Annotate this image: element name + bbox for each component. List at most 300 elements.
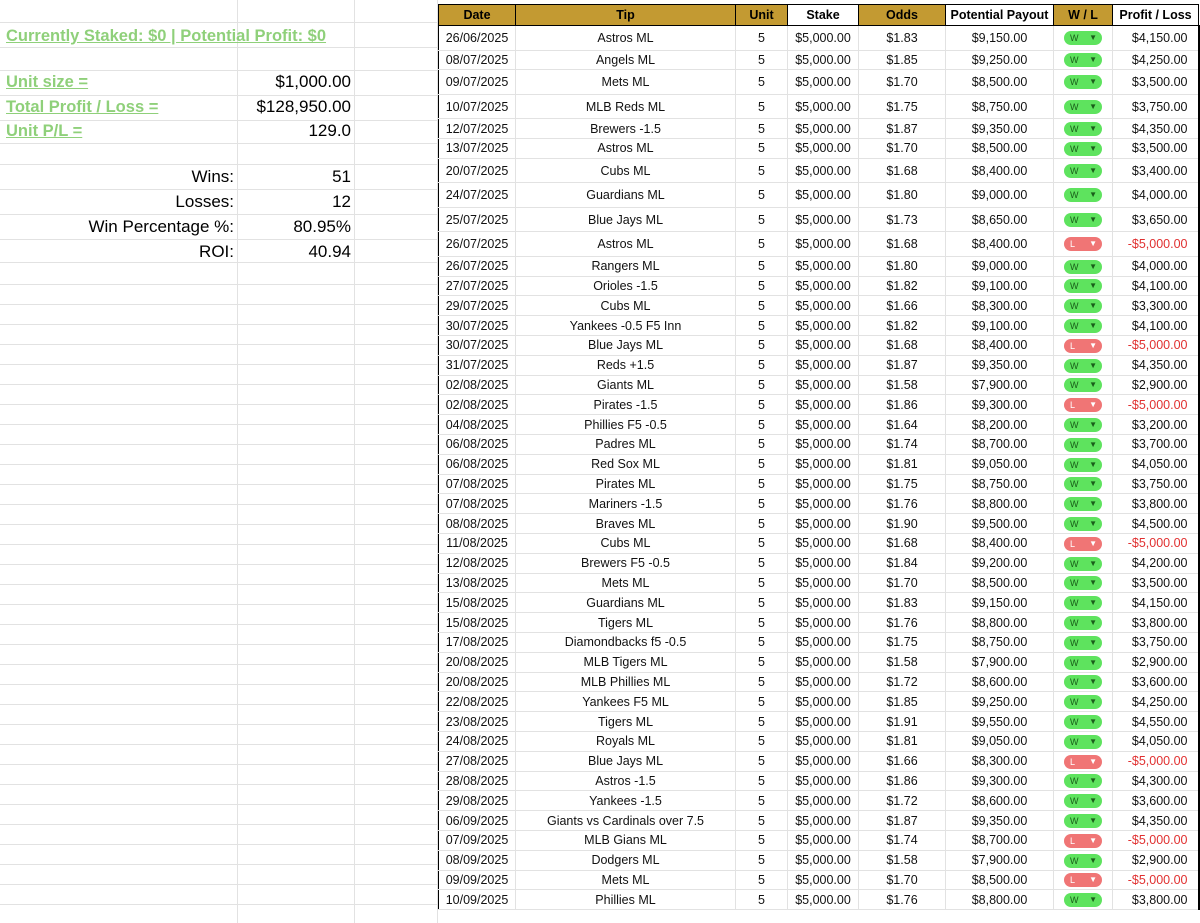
cell-stake[interactable]: $5,000.00 [788, 613, 859, 633]
cell-odds[interactable]: $1.87 [859, 119, 946, 139]
cell-tip[interactable]: Mets ML [516, 870, 736, 890]
cell-profit-loss[interactable]: $3,800.00 [1113, 494, 1199, 514]
result-dropdown-chip[interactable] [1064, 873, 1102, 887]
cell-date[interactable]: 07/08/2025 [439, 474, 516, 494]
cell-profit-loss[interactable]: $3,200.00 [1113, 415, 1199, 435]
result-dropdown-chip[interactable] [1064, 398, 1102, 412]
cell-payout[interactable]: $9,300.00 [946, 771, 1054, 791]
cell-odds[interactable]: $1.58 [859, 652, 946, 672]
cell-payout[interactable]: $8,300.00 [946, 296, 1054, 316]
cell-odds[interactable]: $1.82 [859, 276, 946, 296]
cell-date[interactable]: 27/07/2025 [439, 276, 516, 296]
cell-odds[interactable]: $1.85 [859, 50, 946, 70]
cell-date[interactable]: 13/07/2025 [439, 139, 516, 159]
cell-stake[interactable]: $5,000.00 [788, 811, 859, 831]
cell-odds[interactable]: $1.87 [859, 355, 946, 375]
cell-odds[interactable]: $1.74 [859, 435, 946, 455]
cell-profit-loss[interactable]: $4,050.00 [1113, 454, 1199, 474]
cell-stake[interactable]: $5,000.00 [788, 494, 859, 514]
cell-profit-loss[interactable]: $3,750.00 [1113, 633, 1199, 653]
cell-tip[interactable]: Astros -1.5 [516, 771, 736, 791]
cell-odds[interactable]: $1.73 [859, 207, 946, 232]
cell-odds[interactable]: $1.70 [859, 139, 946, 159]
cell-date[interactable]: 26/07/2025 [439, 232, 516, 257]
cell-unit[interactable]: 5 [736, 454, 788, 474]
cell-tip[interactable]: Angels ML [516, 50, 736, 70]
result-dropdown-chip[interactable] [1064, 794, 1102, 808]
cell-date[interactable]: 06/08/2025 [439, 454, 516, 474]
cell-payout[interactable]: $9,100.00 [946, 316, 1054, 336]
cell-stake[interactable]: $5,000.00 [788, 183, 859, 208]
unit-pl-value[interactable]: 129.0 [308, 121, 351, 140]
cell-tip[interactable]: Cubs ML [516, 158, 736, 183]
cell-date[interactable]: 07/09/2025 [439, 831, 516, 851]
cell-tip[interactable]: Red Sox ML [516, 454, 736, 474]
result-dropdown-chip[interactable] [1064, 213, 1102, 227]
cell-profit-loss[interactable]: $3,600.00 [1113, 672, 1199, 692]
cell-unit[interactable]: 5 [736, 256, 788, 276]
result-dropdown-chip[interactable] [1064, 339, 1102, 353]
cell-date[interactable]: 13/08/2025 [439, 573, 516, 593]
cell-odds[interactable]: $1.75 [859, 474, 946, 494]
cell-win-loss[interactable] [1054, 70, 1113, 95]
result-dropdown-chip[interactable] [1064, 188, 1102, 202]
result-dropdown-chip[interactable] [1064, 75, 1102, 89]
header-odds[interactable]: Odds [859, 5, 946, 26]
cell-odds[interactable]: $1.72 [859, 791, 946, 811]
cell-date[interactable]: 17/08/2025 [439, 633, 516, 653]
unit-size-label[interactable]: Unit size = [6, 73, 89, 91]
header-tip[interactable]: Tip [516, 5, 736, 26]
cell-unit[interactable]: 5 [736, 336, 788, 356]
cell-odds[interactable]: $1.74 [859, 831, 946, 851]
header-stake[interactable]: Stake [788, 5, 859, 26]
cell-tip[interactable]: Yankees -0.5 F5 Inn [516, 316, 736, 336]
cell-odds[interactable]: $1.70 [859, 70, 946, 95]
cell-tip[interactable]: MLB Reds ML [516, 94, 736, 119]
cell-payout[interactable]: $8,800.00 [946, 890, 1054, 910]
result-dropdown-chip[interactable] [1064, 755, 1102, 769]
cell-stake[interactable]: $5,000.00 [788, 751, 859, 771]
cell-payout[interactable]: $9,050.00 [946, 732, 1054, 752]
cell-odds[interactable]: $1.76 [859, 890, 946, 910]
result-dropdown-chip[interactable] [1064, 834, 1102, 848]
cell-stake[interactable]: $5,000.00 [788, 534, 859, 554]
cell-date[interactable]: 20/08/2025 [439, 652, 516, 672]
cell-profit-loss[interactable]: $4,350.00 [1113, 355, 1199, 375]
cell-payout[interactable]: $8,800.00 [946, 613, 1054, 633]
cell-profit-loss[interactable]: $3,750.00 [1113, 94, 1199, 119]
cell-stake[interactable]: $5,000.00 [788, 692, 859, 712]
cell-stake[interactable]: $5,000.00 [788, 26, 859, 51]
cell-win-loss[interactable] [1054, 316, 1113, 336]
cell-date[interactable]: 02/08/2025 [439, 395, 516, 415]
cell-payout[interactable]: $8,800.00 [946, 494, 1054, 514]
cell-date[interactable]: 29/08/2025 [439, 791, 516, 811]
cell-unit[interactable]: 5 [736, 232, 788, 257]
cell-payout[interactable]: $9,000.00 [946, 256, 1054, 276]
cell-date[interactable]: 20/08/2025 [439, 672, 516, 692]
cell-odds[interactable]: $1.68 [859, 534, 946, 554]
cell-profit-loss[interactable]: $4,250.00 [1113, 50, 1199, 70]
cell-unit[interactable]: 5 [736, 692, 788, 712]
cell-odds[interactable]: $1.90 [859, 514, 946, 534]
cell-unit[interactable]: 5 [736, 26, 788, 51]
cell-win-loss[interactable] [1054, 553, 1113, 573]
cell-date[interactable]: 12/07/2025 [439, 119, 516, 139]
result-dropdown-chip[interactable] [1064, 53, 1102, 67]
cell-win-loss[interactable] [1054, 207, 1113, 232]
cell-tip[interactable]: Astros ML [516, 232, 736, 257]
cell-date[interactable]: 06/08/2025 [439, 435, 516, 455]
cell-stake[interactable]: $5,000.00 [788, 890, 859, 910]
result-dropdown-chip[interactable] [1064, 596, 1102, 610]
cell-win-loss[interactable] [1054, 534, 1113, 554]
cell-date[interactable]: 09/07/2025 [439, 70, 516, 95]
cell-unit[interactable]: 5 [736, 850, 788, 870]
cell-profit-loss[interactable]: $2,900.00 [1113, 850, 1199, 870]
cell-profit-loss[interactable]: $4,300.00 [1113, 771, 1199, 791]
cell-profit-loss[interactable]: -$5,000.00 [1113, 831, 1199, 851]
cell-tip[interactable]: Blue Jays ML [516, 207, 736, 232]
cell-win-loss[interactable] [1054, 256, 1113, 276]
cell-stake[interactable]: $5,000.00 [788, 672, 859, 692]
cell-tip[interactable]: Phillies F5 -0.5 [516, 415, 736, 435]
result-dropdown-chip[interactable] [1064, 774, 1102, 788]
cell-win-loss[interactable] [1054, 732, 1113, 752]
cell-win-loss[interactable] [1054, 811, 1113, 831]
cell-unit[interactable]: 5 [736, 613, 788, 633]
cell-payout[interactable]: $9,000.00 [946, 183, 1054, 208]
result-dropdown-chip[interactable] [1064, 237, 1102, 251]
cell-tip[interactable]: Tigers ML [516, 613, 736, 633]
result-dropdown-chip[interactable] [1064, 299, 1102, 313]
cell-profit-loss[interactable]: $3,750.00 [1113, 474, 1199, 494]
win-percentage-value[interactable]: 80.95% [293, 217, 351, 236]
cell-payout[interactable]: $7,900.00 [946, 850, 1054, 870]
cell-stake[interactable]: $5,000.00 [788, 336, 859, 356]
cell-odds[interactable]: $1.82 [859, 316, 946, 336]
cell-payout[interactable]: $9,200.00 [946, 553, 1054, 573]
cell-profit-loss[interactable]: $4,000.00 [1113, 256, 1199, 276]
cell-profit-loss[interactable]: $4,150.00 [1113, 26, 1199, 51]
cell-payout[interactable]: $8,700.00 [946, 435, 1054, 455]
cell-odds[interactable]: $1.83 [859, 593, 946, 613]
cell-date[interactable]: 25/07/2025 [439, 207, 516, 232]
cell-payout[interactable]: $8,400.00 [946, 534, 1054, 554]
result-dropdown-chip[interactable] [1064, 616, 1102, 630]
cell-payout[interactable]: $9,250.00 [946, 692, 1054, 712]
cell-unit[interactable]: 5 [736, 316, 788, 336]
cell-unit[interactable]: 5 [736, 870, 788, 890]
total-pl-label[interactable]: Total Profit / Loss = [6, 98, 159, 116]
cell-profit-loss[interactable]: $3,650.00 [1113, 207, 1199, 232]
cell-stake[interactable]: $5,000.00 [788, 94, 859, 119]
result-dropdown-chip[interactable] [1064, 656, 1102, 670]
wins-value[interactable]: 51 [332, 167, 351, 186]
cell-win-loss[interactable] [1054, 890, 1113, 910]
cell-date[interactable]: 26/06/2025 [439, 26, 516, 51]
cell-unit[interactable]: 5 [736, 732, 788, 752]
result-dropdown-chip[interactable] [1064, 477, 1102, 491]
cell-payout[interactable]: $7,900.00 [946, 375, 1054, 395]
cell-tip[interactable]: MLB Gians ML [516, 831, 736, 851]
cell-win-loss[interactable] [1054, 336, 1113, 356]
cell-payout[interactable]: $8,500.00 [946, 70, 1054, 95]
cell-unit[interactable]: 5 [736, 890, 788, 910]
unit-pl-label[interactable]: Unit P/L = [6, 122, 83, 140]
cell-tip[interactable]: Braves ML [516, 514, 736, 534]
cell-profit-loss[interactable]: $4,150.00 [1113, 593, 1199, 613]
cell-win-loss[interactable] [1054, 276, 1113, 296]
cell-tip[interactable]: Reds +1.5 [516, 355, 736, 375]
cell-stake[interactable]: $5,000.00 [788, 633, 859, 653]
cell-profit-loss[interactable]: $3,500.00 [1113, 573, 1199, 593]
cell-date[interactable]: 15/08/2025 [439, 613, 516, 633]
result-dropdown-chip[interactable] [1064, 279, 1102, 293]
cell-profit-loss[interactable]: $3,800.00 [1113, 613, 1199, 633]
cell-profit-loss[interactable]: -$5,000.00 [1113, 534, 1199, 554]
cell-payout[interactable]: $9,350.00 [946, 355, 1054, 375]
cell-unit[interactable]: 5 [736, 50, 788, 70]
cell-stake[interactable]: $5,000.00 [788, 232, 859, 257]
result-dropdown-chip[interactable] [1064, 319, 1102, 333]
cell-unit[interactable]: 5 [736, 534, 788, 554]
result-dropdown-chip[interactable] [1064, 260, 1102, 274]
cell-tip[interactable]: Brewers -1.5 [516, 119, 736, 139]
cell-win-loss[interactable] [1054, 712, 1113, 732]
cell-profit-loss[interactable]: -$5,000.00 [1113, 232, 1199, 257]
header-profit-loss[interactable]: Profit / Loss [1113, 5, 1199, 26]
cell-payout[interactable]: $9,350.00 [946, 811, 1054, 831]
cell-profit-loss[interactable]: $3,400.00 [1113, 158, 1199, 183]
cell-date[interactable]: 15/08/2025 [439, 593, 516, 613]
cell-stake[interactable]: $5,000.00 [788, 850, 859, 870]
cell-payout[interactable]: $8,600.00 [946, 791, 1054, 811]
cell-odds[interactable]: $1.75 [859, 633, 946, 653]
cell-tip[interactable]: Pirates ML [516, 474, 736, 494]
cell-unit[interactable]: 5 [736, 375, 788, 395]
cell-win-loss[interactable] [1054, 850, 1113, 870]
cell-odds[interactable]: $1.66 [859, 296, 946, 316]
cell-odds[interactable]: $1.70 [859, 573, 946, 593]
currently-staked-link[interactable]: Currently Staked: $0 | Potential Profit: $0 [6, 27, 327, 45]
cell-payout[interactable]: $9,500.00 [946, 514, 1054, 534]
cell-win-loss[interactable] [1054, 613, 1113, 633]
cell-unit[interactable]: 5 [736, 593, 788, 613]
cell-profit-loss[interactable]: $3,500.00 [1113, 70, 1199, 95]
cell-tip[interactable]: Mets ML [516, 573, 736, 593]
cell-tip[interactable]: Cubs ML [516, 534, 736, 554]
cell-date[interactable]: 11/08/2025 [439, 534, 516, 554]
cell-odds[interactable]: $1.91 [859, 712, 946, 732]
cell-tip[interactable]: Mariners -1.5 [516, 494, 736, 514]
cell-unit[interactable]: 5 [736, 751, 788, 771]
cell-tip[interactable]: MLB Phillies ML [516, 672, 736, 692]
result-dropdown-chip[interactable] [1064, 418, 1102, 432]
cell-stake[interactable]: $5,000.00 [788, 435, 859, 455]
cell-payout[interactable]: $8,700.00 [946, 831, 1054, 851]
cell-stake[interactable]: $5,000.00 [788, 553, 859, 573]
cell-payout[interactable]: $9,100.00 [946, 276, 1054, 296]
cell-stake[interactable]: $5,000.00 [788, 771, 859, 791]
cell-stake[interactable]: $5,000.00 [788, 355, 859, 375]
cell-unit[interactable]: 5 [736, 771, 788, 791]
cell-unit[interactable]: 5 [736, 791, 788, 811]
cell-profit-loss[interactable]: $4,500.00 [1113, 514, 1199, 534]
cell-odds[interactable]: $1.86 [859, 395, 946, 415]
cell-unit[interactable]: 5 [736, 831, 788, 851]
cell-stake[interactable]: $5,000.00 [788, 395, 859, 415]
cell-tip[interactable]: Dodgers ML [516, 850, 736, 870]
cell-stake[interactable]: $5,000.00 [788, 791, 859, 811]
cell-stake[interactable]: $5,000.00 [788, 256, 859, 276]
cell-win-loss[interactable] [1054, 296, 1113, 316]
result-dropdown-chip[interactable] [1064, 854, 1102, 868]
cell-odds[interactable]: $1.76 [859, 613, 946, 633]
cell-tip[interactable]: Phillies ML [516, 890, 736, 910]
cell-tip[interactable]: Cubs ML [516, 296, 736, 316]
result-dropdown-chip[interactable] [1064, 497, 1102, 511]
cell-tip[interactable]: Blue Jays ML [516, 336, 736, 356]
cell-win-loss[interactable] [1054, 593, 1113, 613]
result-dropdown-chip[interactable] [1064, 576, 1102, 590]
cell-tip[interactable]: Royals ML [516, 732, 736, 752]
cell-win-loss[interactable] [1054, 435, 1113, 455]
cell-payout[interactable]: $9,150.00 [946, 593, 1054, 613]
cell-stake[interactable]: $5,000.00 [788, 514, 859, 534]
cell-tip[interactable]: Rangers ML [516, 256, 736, 276]
cell-profit-loss[interactable]: $3,300.00 [1113, 296, 1199, 316]
result-dropdown-chip[interactable] [1064, 458, 1102, 472]
cell-odds[interactable]: $1.81 [859, 732, 946, 752]
cell-payout[interactable]: $9,150.00 [946, 26, 1054, 51]
cell-tip[interactable]: Diamondbacks f5 -0.5 [516, 633, 736, 653]
cell-date[interactable]: 26/07/2025 [439, 256, 516, 276]
cell-unit[interactable]: 5 [736, 514, 788, 534]
cell-unit[interactable]: 5 [736, 553, 788, 573]
cell-odds[interactable]: $1.84 [859, 553, 946, 573]
cell-win-loss[interactable] [1054, 375, 1113, 395]
cell-unit[interactable]: 5 [736, 94, 788, 119]
cell-date[interactable]: 30/07/2025 [439, 316, 516, 336]
cell-date[interactable]: 09/09/2025 [439, 870, 516, 890]
cell-stake[interactable]: $5,000.00 [788, 593, 859, 613]
cell-tip[interactable]: Orioles -1.5 [516, 276, 736, 296]
cell-tip[interactable]: Guardians ML [516, 183, 736, 208]
cell-date[interactable]: 07/08/2025 [439, 494, 516, 514]
cell-win-loss[interactable] [1054, 395, 1113, 415]
cell-odds[interactable]: $1.58 [859, 850, 946, 870]
cell-payout[interactable]: $8,400.00 [946, 158, 1054, 183]
cell-win-loss[interactable] [1054, 50, 1113, 70]
cell-date[interactable]: 08/07/2025 [439, 50, 516, 70]
cell-date[interactable]: 10/07/2025 [439, 94, 516, 119]
cell-date[interactable]: 27/08/2025 [439, 751, 516, 771]
cell-odds[interactable]: $1.68 [859, 336, 946, 356]
cell-win-loss[interactable] [1054, 474, 1113, 494]
result-dropdown-chip[interactable] [1064, 31, 1102, 45]
cell-tip[interactable]: Astros ML [516, 26, 736, 51]
cell-win-loss[interactable] [1054, 672, 1113, 692]
cell-stake[interactable]: $5,000.00 [788, 296, 859, 316]
cell-win-loss[interactable] [1054, 870, 1113, 890]
cell-odds[interactable]: $1.86 [859, 771, 946, 791]
result-dropdown-chip[interactable] [1064, 438, 1102, 452]
cell-profit-loss[interactable]: $4,000.00 [1113, 183, 1199, 208]
header-date[interactable]: Date [439, 5, 516, 26]
cell-date[interactable]: 04/08/2025 [439, 415, 516, 435]
cell-tip[interactable]: Padres ML [516, 435, 736, 455]
cell-stake[interactable]: $5,000.00 [788, 207, 859, 232]
cell-win-loss[interactable] [1054, 94, 1113, 119]
cell-unit[interactable]: 5 [736, 435, 788, 455]
cell-unit[interactable]: 5 [736, 158, 788, 183]
cell-win-loss[interactable] [1054, 831, 1113, 851]
cell-odds[interactable]: $1.66 [859, 751, 946, 771]
cell-profit-loss[interactable]: -$5,000.00 [1113, 395, 1199, 415]
cell-tip[interactable]: Giants vs Cardinals over 7.5 [516, 811, 736, 831]
cell-date[interactable]: 24/07/2025 [439, 183, 516, 208]
cell-date[interactable]: 30/07/2025 [439, 336, 516, 356]
cell-date[interactable]: 22/08/2025 [439, 692, 516, 712]
result-dropdown-chip[interactable] [1064, 557, 1102, 571]
cell-odds[interactable]: $1.76 [859, 494, 946, 514]
cell-tip[interactable]: Yankees -1.5 [516, 791, 736, 811]
cell-payout[interactable]: $8,500.00 [946, 573, 1054, 593]
cell-unit[interactable]: 5 [736, 811, 788, 831]
result-dropdown-chip[interactable] [1064, 893, 1102, 907]
cell-date[interactable]: 08/08/2025 [439, 514, 516, 534]
cell-unit[interactable]: 5 [736, 494, 788, 514]
cell-stake[interactable]: $5,000.00 [788, 573, 859, 593]
cell-date[interactable]: 10/09/2025 [439, 890, 516, 910]
cell-win-loss[interactable] [1054, 751, 1113, 771]
losses-value[interactable]: 12 [332, 192, 351, 211]
cell-payout[interactable]: $8,500.00 [946, 870, 1054, 890]
cell-unit[interactable]: 5 [736, 652, 788, 672]
cell-profit-loss[interactable]: -$5,000.00 [1113, 751, 1199, 771]
cell-date[interactable]: 31/07/2025 [439, 355, 516, 375]
cell-tip[interactable]: Guardians ML [516, 593, 736, 613]
cell-payout[interactable]: $9,250.00 [946, 50, 1054, 70]
result-dropdown-chip[interactable] [1064, 675, 1102, 689]
cell-stake[interactable]: $5,000.00 [788, 870, 859, 890]
cell-odds[interactable]: $1.81 [859, 454, 946, 474]
cell-win-loss[interactable] [1054, 771, 1113, 791]
cell-profit-loss[interactable]: -$5,000.00 [1113, 870, 1199, 890]
cell-win-loss[interactable] [1054, 494, 1113, 514]
cell-profit-loss[interactable]: $4,200.00 [1113, 553, 1199, 573]
cell-stake[interactable]: $5,000.00 [788, 474, 859, 494]
cell-profit-loss[interactable]: $4,250.00 [1113, 692, 1199, 712]
result-dropdown-chip[interactable] [1064, 378, 1102, 392]
cell-stake[interactable]: $5,000.00 [788, 454, 859, 474]
cell-odds[interactable]: $1.80 [859, 183, 946, 208]
cell-win-loss[interactable] [1054, 119, 1113, 139]
cell-odds[interactable]: $1.75 [859, 94, 946, 119]
cell-payout[interactable]: $8,750.00 [946, 474, 1054, 494]
cell-payout[interactable]: $8,500.00 [946, 139, 1054, 159]
cell-tip[interactable]: Brewers F5 -0.5 [516, 553, 736, 573]
cell-profit-loss[interactable]: -$5,000.00 [1113, 336, 1199, 356]
cell-odds[interactable]: $1.64 [859, 415, 946, 435]
cell-tip[interactable]: Pirates -1.5 [516, 395, 736, 415]
cell-unit[interactable]: 5 [736, 139, 788, 159]
result-dropdown-chip[interactable] [1064, 715, 1102, 729]
cell-date[interactable]: 23/08/2025 [439, 712, 516, 732]
cell-odds[interactable]: $1.72 [859, 672, 946, 692]
